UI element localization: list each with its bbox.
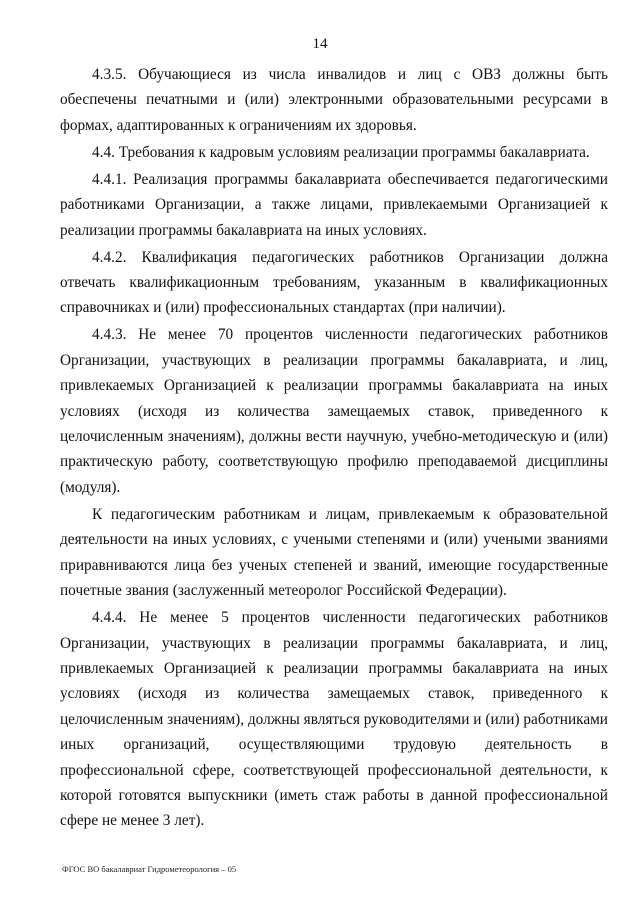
paragraph-4-4-4: 4.4.4. Не менее 5 процентов численности педагогических работников Организации, участвующих в реализации программы бакалавриата, и лиц, привлекаемых Организацией к реализации программы бакалавриата на иных условиях (исходя из количества замещаемых ставок, приведенного к целочисленным значениям), должны являться руководителями и (или) работниками иных организаций, осуществляющими трудовую деятельность в профессиональной сфере, соответствующей профессиональной деятельности, к которой готовятся выпускники (иметь стаж работы в данной профессиональной сфере не менее 3 лет). bbox=[60, 609, 608, 830]
paragraph-4-3-5: 4.3.5. Обучающиеся из числа инвалидов и лиц с ОВЗ должны быть обеспечены печатными и (или) электронными образовательными ресурсами в формах, адаптированных к ограничениям их здоровья. bbox=[60, 66, 608, 134]
document-body bbox=[60, 62, 608, 834]
paragraph-4-4: 4.4. Требования к кадровым условиям реализации программы бакалавриата. bbox=[92, 143, 590, 161]
page-number: 14 bbox=[312, 36, 328, 52]
paragraph-4-4-1: 4.4.1. Реализация программы бакалавриата обеспечивается педагогическими работниками Организации, а также лицами, привлекаемыми Организацией к реализации программы бакалавриата на иных условиях. bbox=[60, 170, 608, 239]
page-footer: ФГОС ВО бакалавриат Гидрометеорология – 05 bbox=[62, 864, 237, 874]
paragraph-academic-degrees: К педагогическим работникам и лицам, привлекаемым к образовательной деятельности на иных условиях, с учеными степенями и (или) учеными званиями приравниваются лица без ученых степеней и званий, имеющие государственные почетные звания (заслуженный метеоролог Российской Федерации). bbox=[60, 505, 608, 600]
paragraph-4-4-3: 4.4.3. Не менее 70 процентов численности педагогических работников Организации, участвующих в реализации программы бакалавриата, и лиц, привлекаемых Организацией к реализации программы бакалавриата на иных условиях (исходя из количества замещаемых ставок, приведенного к целочисленным значениям), должны вести научную, учебно-методическую и (или) практическую работу, соответствующую профилю преподаваемой дисциплины (модуля). bbox=[60, 326, 608, 496]
paragraph-4-4-2: 4.4.2. Квалификация педагогических работников Организации должна отвечать квалификационным требованиям, указанным в квалификационных справочниках и (или) профессиональных стандартах (при наличии). bbox=[60, 248, 608, 317]
